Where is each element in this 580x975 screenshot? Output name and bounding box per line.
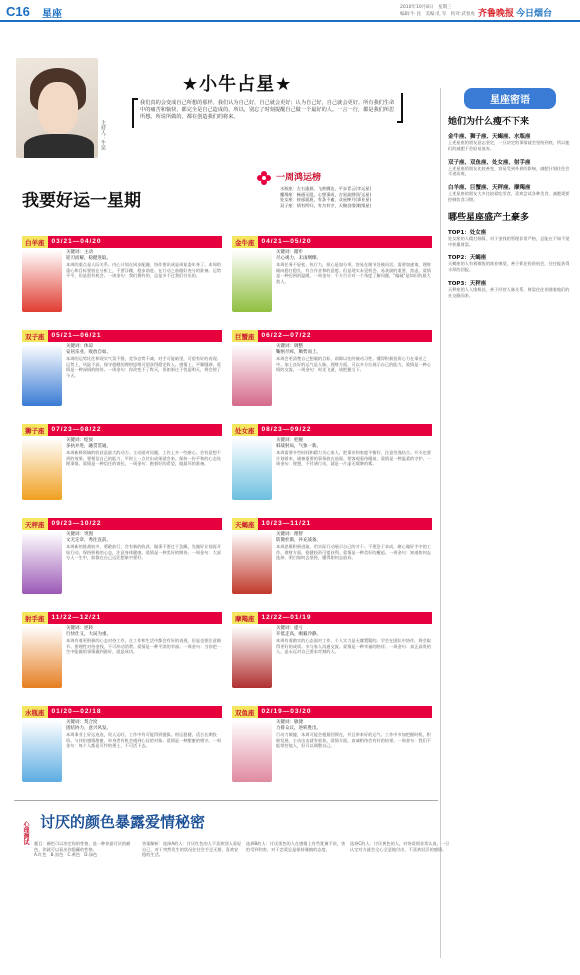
host-caption: 主持人：牛昆 (100, 120, 106, 150)
sign-dates: 04/21—05/20 (258, 236, 433, 248)
sign-keyword: 关键词：绽放 (66, 438, 93, 443)
sign-body: 本周新的挑战较多，勇敢前行，会有新的收获。做事不要过于急躁，先做好计划再开始行动。保持积极的心态，注意身体健康。爱情是一种美好的期待。一周金句：大部分人一生中，如都在自己远比想象中要好。 (66, 544, 221, 561)
flower-icon (256, 170, 272, 186)
group-three-text: 上述星座的朋友大多比较爱吃零食，喜欢尝试各种美食，减肥需要控制饮食习惯。 (448, 191, 570, 202)
sign-illustration (232, 532, 272, 594)
sign-lucky: 力排众议，逆转胜出。 (276, 726, 321, 731)
sign-card (22, 330, 222, 378)
answer-text: 选择B的人：讨厌黑色的人在感情上有些犹豫不决，害怕受到伤害，对于恋爱总是保持谨慎的态度。 (246, 841, 346, 852)
sidebar-heading: 星座密语 (464, 88, 556, 109)
top-one-text: 处女座的人精打细算，对于金钱的管理非常严格，总能在不知不觉中积累财富。 (448, 235, 570, 247)
sign-text (276, 438, 432, 467)
sign-dates: 03/21—04/20 (48, 236, 223, 248)
sign-keyword: 关键词：提亏 (276, 626, 303, 631)
sign-name: 水瓶座 (22, 708, 48, 717)
sign-dates: 05/21—06/21 (48, 330, 223, 342)
sign-keyword: 关键词：把握 (276, 438, 303, 443)
group-three-heading: 白羊座、巨蟹座、天秤座、摩羯座 (448, 185, 531, 192)
sign-bar (22, 330, 222, 342)
group-two-text: 上述星座的朋友比较善变，容易受到外界的影响，减肥计划往往会半途而废。 (448, 165, 570, 177)
top-two-heading: TOP2：天蝎座 (448, 255, 487, 262)
sign-bar (22, 518, 222, 530)
luck-item: 魔羯座：畅通无阻，心想事成，吉星高照(好运星) (280, 191, 372, 197)
sign-text (66, 626, 222, 655)
sign-illustration (22, 626, 62, 688)
answer-column (350, 841, 450, 852)
intro-text: 我们真的会变成自己所想的那样。我们认为自己好，自己就会更好；认为自己好，自己就会更好。所有我们生命中的痛苦和愉快，都完全是自己造成的。所以，别忘了时刻提醒自己做一个最好的人。一言一行，都是我们所思所想。所说所做的，都在创造我们的将来。 (140, 100, 395, 120)
test-title: 讨厌的颜色暴露爱情秘密 (40, 813, 206, 831)
sign-illustration (22, 438, 62, 500)
sign-body: 本周新鲜领域的收获是最大的动力。主动面对问题，工作上多一些耐心，会有意想不到的效果。要相信自己的能力，平时上一点付出成果就会来。保持一份平和的心态处理事情。爱情是一种信任的寄托。一周金句：抱着好的希望，做最坏的准备。 (66, 450, 221, 467)
sign-dates: 12/22—01/19 (258, 612, 433, 624)
newspaper-brand: 齐鲁晚报 (478, 9, 515, 19)
sign-lucky: 多执并进，融贯贯通。 (66, 444, 111, 449)
editors: 编辑:牛 昆 美编:孔 军 校对:武春虎 (400, 12, 475, 17)
sign-name: 天蝎座 (232, 520, 258, 529)
edition-name: 今日烟台 (516, 9, 553, 19)
weekly-luck-title: 一周鸿运榜 (276, 173, 322, 183)
sign-keyword: 关键词：理智 (276, 532, 303, 537)
sign-illustration (232, 438, 272, 500)
sign-body: 本周的运势比往和现实气氛不错，竞争态势不减，对手可能暗里，可望有好的表现。运势上，风险不高，保守稳健的理财思维可望获得稳定收入。感情上，平顺圆满，爱情是一种深情的陪伴。一周金句：你改变不了昨天，但如果过于忧虑明天，将会毁了今天。 (66, 356, 221, 378)
sign-illustration (22, 250, 62, 312)
sign-keyword: 关键词：突围 (66, 532, 93, 537)
sign-card (22, 518, 222, 561)
column-intro (140, 100, 395, 121)
test-question (34, 841, 134, 858)
sign-dates: 02/19—03/20 (258, 706, 433, 718)
group-one-heading: 金牛座、狮子座、天蝎座、水瓶座 (448, 134, 531, 140)
page-number: C16 (6, 4, 30, 19)
sign-bar (232, 612, 432, 624)
sign-name: 金牛座 (232, 238, 258, 247)
answer-column (246, 841, 346, 852)
sign-name: 射手座 (22, 614, 48, 623)
sign-keyword: 关键词：踏步 (276, 250, 303, 255)
sign-body: 本周有着更积极的心态对待工作，在工作和生活中都会有好的表现。但是也要注意细节。要理性对待金钱，不可冲动消费。爱情是一种平淡的幸福。一周金句：当你把一生中能做的事情做到最好，就是成功。 (66, 638, 221, 655)
column-divider (440, 88, 441, 958)
section-name: 星座 (42, 9, 62, 20)
group-one-text: 上述星座的朋友意志坚定，一旦决定的事情就会坚持到底，所以他们的减肥不会轻易放弃。 (448, 140, 570, 151)
sign-body: 本周思维积极进取，用实际行动展示自己的才干。不要急于求成，耐心做好手中的工作。理财方面，稳健投资可望获利。爱情是一种美好的邂逅。一周金句：知道如何去选择，明白如何去坚持，懂得如何去放弃。 (276, 544, 431, 561)
sign-body: 本周的重点是人际关系。内心计划在同步配融，协作要识成是周复委年身了。本周的重心和目标要放在分析上，不要浮躁，稳步前进。在行动之前做好充分的准备。运势平平，但是很有机会。一周金句：我们拥有的，总是多不过我们付出的。 (66, 262, 221, 279)
host-photo (16, 58, 98, 158)
sign-lucky: 团结协力，意兴风发。 (66, 726, 111, 731)
sign-text (276, 250, 432, 284)
answer-text: 选择C的人：讨厌黄色的人，对待爱情非常认真，一旦认定对方就会全心全意地付出，不喜欢轻浮的感情。 (350, 841, 450, 852)
sign-lucky: 鞠躬尽瘁，顺势而上。 (276, 350, 321, 355)
sign-dates: 08/23—09/22 (258, 424, 433, 436)
column-title: ★小牛占星★ (182, 74, 293, 95)
sign-bar (22, 424, 222, 436)
sign-name: 双鱼座 (232, 708, 258, 717)
top-three-text: 天秤座的人人缘极佳，善于经营人脉关系，财富往往伴随着他们的社交圈而来。 (448, 286, 570, 298)
sign-card (22, 612, 222, 655)
sign-dates: 10/23—11/21 (258, 518, 433, 530)
sign-text (276, 626, 432, 655)
sign-dates: 01/20—02/18 (48, 706, 223, 718)
sign-lucky: 安居乐业，收放自如。 (66, 350, 111, 355)
sign-card (22, 706, 222, 749)
sign-body: 本周任务不轻松，执行力，担心是加分项。容易在细节处被问话，需要加速请，理财倾向稳打稳扎，有合作业和的意愿。但是现实未见机会。易获励的重要，焦虑，爱情是一种迟到的温暖。一周金句：千方百计对一个角度了解问题，"偏破"是知识的最大敌人。 (276, 262, 431, 284)
section-tag: 心理测试 (22, 821, 29, 845)
sign-lucky: 行快仕又，大局为重。 (66, 632, 111, 637)
sign-text (66, 438, 222, 467)
issue-date: 2010年10月8日 星期三 (400, 5, 452, 10)
sign-name: 巨蟹座 (232, 332, 258, 341)
sign-keyword: 关键词：敏捷 (276, 720, 303, 725)
luck-item: 水瓶座：左右逢源，飞黄腾达，平步青云(幸运星) (280, 186, 372, 191)
sign-illustration (232, 720, 272, 782)
sign-keyword: 关键词：逆转 (66, 626, 93, 631)
sign-card (232, 612, 432, 655)
sign-bar (232, 706, 432, 718)
sign-bar (232, 518, 432, 530)
sign-card (232, 236, 432, 284)
sign-keyword: 关键词：契合度 (66, 720, 98, 725)
sign-lucky: 防微杜渐，补充战备。 (276, 538, 321, 543)
sign-lucky: 韩战射局，气象一新。 (276, 444, 321, 449)
question-one-title: 她们为什么瘦不下来 (448, 117, 530, 127)
sign-text (66, 532, 222, 561)
sign-card (232, 518, 432, 561)
sign-bar (22, 236, 222, 248)
sign-body: 本周有着踏实的心态面对工作，个人实力是无庸置疑的。学会在团队中协作，将会取得更好的成绩。多与家人沟通交流。爱情是一种幸福的陪伴。一周金句：真正高贵的人，是永远对自己要求苛刻的人。 (276, 638, 431, 655)
sign-text (66, 344, 222, 378)
feature-title: 我要好运一星期 (22, 191, 141, 211)
sign-bar (232, 236, 432, 248)
sign-text (276, 344, 432, 373)
sign-body: 本周事业上好运连连，贵人运旺，工作中有可能得到提拔。财运稳健，适合长期投资。与伴侣感情甜蜜，单身者有机会遇到心仪的对象。爱情是一种甜蜜的相守。一周金句：每个人都是可怜的勇士，不可活下去。 (66, 732, 221, 749)
sign-name: 白羊座 (22, 238, 48, 247)
sign-dates: 11/22—12/21 (48, 612, 223, 624)
sign-bar (232, 424, 432, 436)
sign-text (66, 720, 222, 749)
answer-column (142, 841, 242, 858)
sign-name: 摩羯座 (232, 614, 258, 623)
sign-keyword: 关键词：体谅 (66, 344, 93, 349)
sign-illustration (232, 250, 272, 312)
sign-illustration (22, 720, 62, 782)
sign-card (232, 424, 432, 467)
sign-keyword: 关键词：调整 (276, 344, 303, 349)
sign-card (22, 236, 222, 279)
sidebar-horoscope-whispers (448, 88, 572, 299)
top-one-heading: TOP1：处女座 (448, 229, 487, 236)
sign-body: 本周需要多些时间和精力关心家人，把事业和家庭平衡好，注意劳逸结合。开支也要计划着来，储备重要的事务放在前面。要客观看待眼前。爱情是一种温柔的守护。一周金句：理想，不付诸行动，就是一片虚无缥缈的雾。 (276, 450, 431, 467)
sign-lucky: 迎刃而解，稳健进取。 (66, 256, 111, 261)
answer-options: A.红色 B.黑色 C.黄色 D.绿色 (34, 852, 98, 858)
sign-illustration (22, 344, 62, 406)
sign-bar (232, 330, 432, 342)
question-text: 题目：颜色可以决定你的性格，选一种你最讨厌的颜色，你就可以看出你隐藏的性格。 (34, 841, 131, 852)
sign-bar (22, 706, 222, 718)
sign-keyword: 关键词：主动 (66, 250, 93, 255)
sign-illustration (22, 532, 62, 594)
question-two-title: 哪些星座盛产土豪多 (448, 212, 530, 223)
sign-lucky: 开低走高，刚毅冷静。 (276, 632, 321, 637)
top-three-heading: TOP3：天秤座 (448, 280, 487, 287)
luck-list (280, 186, 420, 208)
luck-item: 处女座：按部就班，有条不紊，众星捧月(事业星) (280, 197, 372, 203)
sign-name: 处女座 (232, 426, 258, 435)
sign-dates: 09/23—10/22 (48, 518, 223, 530)
sign-lucky: 尽心竭力，未雨绸缪。 (276, 256, 321, 261)
psychology-test-section (14, 800, 450, 970)
sign-card (22, 424, 222, 467)
sign-lucky: 文无定章，秀往直前。 (66, 538, 111, 543)
sign-bar (22, 612, 222, 624)
sign-text (276, 720, 432, 749)
sign-body: 行动力敏捷，本周可能会根据回馈在，并且带来好的运气。工作中多加把握时机，积极发展，主动出击就有收获。爱情方面，真诚相待会有好的结果。一周金句：我们不能掌控他人，但可以调整自己。 (276, 732, 431, 749)
answer-text: 答案解析：选择A的人：讨厌红色的人不喜欢别人看轻自己，对于突然发生的状况往往会手足无措，喜欢安稳的生活。 (142, 841, 242, 858)
sign-illustration (232, 626, 272, 688)
group-two-heading: 双子座、双鱼座、处女座、射手座 (448, 159, 531, 166)
sign-text (66, 250, 222, 279)
sign-body: 本周会更清楚自己想做的目标，顽除以往的被动习性。懂得积极投资心力在事业之中。加上良好的运气是人脉，理财方面，可以多方位展示自己的能力。爱情是一种心情的交流。一周金句：时光飞逝，请把握当下。 (276, 356, 431, 373)
sign-illustration (232, 344, 272, 406)
sign-card (232, 330, 432, 373)
page-header (0, 0, 580, 22)
sign-dates: 06/22—07/22 (258, 330, 433, 342)
sign-name: 狮子座 (22, 426, 48, 435)
top-two-text: 天蝎座的人有着敏锐的商业嗅觉，善于抓住投资机会，往往能获得丰厚的回报。 (448, 261, 570, 273)
sign-dates: 07/23—08/22 (48, 424, 223, 436)
luck-item: 双子座：情有所归，有为有守，天赐良缘(姻缘星) (280, 202, 372, 208)
sign-text (276, 532, 432, 561)
sign-card (232, 706, 432, 749)
header-rule (0, 20, 580, 22)
sign-name: 双子座 (22, 332, 48, 341)
sign-name: 天秤座 (22, 520, 48, 529)
